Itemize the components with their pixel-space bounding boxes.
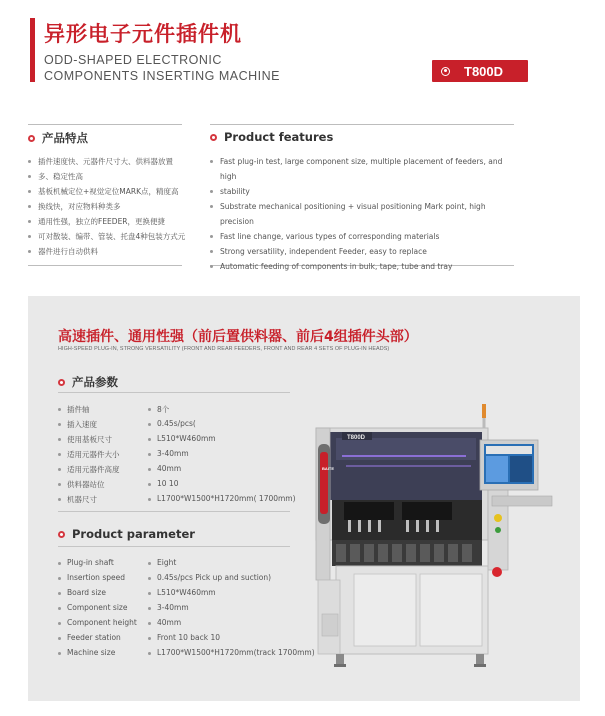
machine-illustration [306,400,558,676]
feature-item: Substrate mechanical positioning + visual positioning Mark point, high precision [210,199,520,229]
params-cn-heading: 产品参数 [58,374,118,390]
divider-params-cn [58,392,290,393]
section-dot-icon [58,531,65,538]
feature-item: 换线快，对应物料种类多 [28,199,188,214]
param-value: L510*W460mm [148,588,216,597]
title-accent-bar [30,18,35,82]
feature-item: 器件进行自动供料 [28,244,188,259]
section-dot-icon [210,134,217,141]
feature-item: 可对散装、编带、管装、托盘4种包装方式元 [28,229,188,244]
feature-item: 多、稳定性高 [28,169,188,184]
features-en-list [210,154,520,274]
param-value: 40mm [148,618,181,627]
divider-features-en-top [210,124,514,125]
features-cn-heading: 产品特点 [28,130,88,146]
param-value: Front 10 back 10 [148,633,220,642]
signal-light-icon [482,404,486,418]
param-key: Component height [58,618,137,627]
param-key: 适用元器件大小 [58,449,120,460]
machine-model-label: T800D [347,435,366,441]
title-en-line2: COMPONENTS INSERTING MACHINE [44,69,281,83]
param-key: Plug-in shaft [58,558,114,567]
divider-features-cn-top [28,124,182,125]
param-key: 使用基板尺寸 [58,434,112,445]
keyboard-tray [492,496,552,506]
divider-params-middle [58,511,290,512]
section-dot-icon [28,135,35,142]
feature-item: 通用性强，独立的FEEDER，更换便捷 [28,214,188,229]
param-key: 插件轴 [58,404,90,415]
param-value: Eight [148,558,176,567]
feature-item: 插件速度快、元器件尺寸大、供料器放置 [28,154,188,169]
param-key: Insertion speed [58,573,125,582]
divider-params-en [58,546,290,547]
target-icon [441,67,450,76]
param-key: 机器尺寸 [58,494,97,505]
param-key: Machine size [58,648,115,657]
param-key: 插入速度 [58,419,97,430]
param-value: L1700*W1500*H1720mm( 1700mm) [148,494,296,503]
param-key: Board size [58,588,106,597]
feature-item: Fast plug-in test, large component size, multiple placement of feeders, and high [210,154,520,184]
start-button-icon [494,514,502,522]
title-en-line1: ODD-SHAPED ELECTRONIC [44,53,222,67]
model-label: T800D [464,63,504,79]
feature-item: 基板机械定位+视觉定位MARK点，精度高 [28,184,188,199]
param-key: 供料器站位 [58,479,105,490]
page-title-cn: 异形电子元件插件机 [44,22,242,46]
feature-item: Strong versatility, independent Feeder, easy to replace [210,244,520,259]
param-value: 3-40mm [148,603,189,612]
page-title-en [44,52,280,84]
params-en-heading: Product parameter [58,527,195,541]
emergency-stop-icon [492,567,502,577]
feature-item: Fast line change, various types of corresponding materials [210,229,520,244]
model-badge [432,60,528,82]
feature-item: stability [210,184,520,199]
section-dot-icon [58,379,65,386]
banner-title-cn: 高速插件、通用性强（前后置供料器、前后4组插件头部） [58,329,418,345]
divider-features-cn-bottom [28,265,182,266]
param-key: Feeder station [58,633,121,642]
param-value: 10 10 [148,479,178,488]
param-value: 0.45s/pcs Pick up and suction) [148,573,271,582]
param-value: 8个 [148,404,169,415]
param-value: L1700*W1500*H1720mm(track 1700mm) [148,648,315,657]
param-value: 3-40mm [148,449,189,458]
feature-item: Automatic feeding of components in bulk, tape, tube and tray [210,259,520,274]
param-value: 0.45s/pcs( [148,419,196,428]
banner-subtitle-en: HIGH-SPEED PLUG-IN, STRONG VERSATILITY (FRONT AND REAR FEEDERS, FRONT AND REAR 4 SETS OF PLUG-IN HEADS) [58,346,390,352]
machine-brand-label: BAITE [322,466,334,471]
param-value: L510*W460mm [148,434,216,443]
features-en-heading: Product features [210,130,333,144]
param-key: Component size [58,603,127,612]
param-value: 40mm [148,464,181,473]
features-cn-list [28,154,188,259]
param-key: 适用元器件高度 [58,464,120,475]
